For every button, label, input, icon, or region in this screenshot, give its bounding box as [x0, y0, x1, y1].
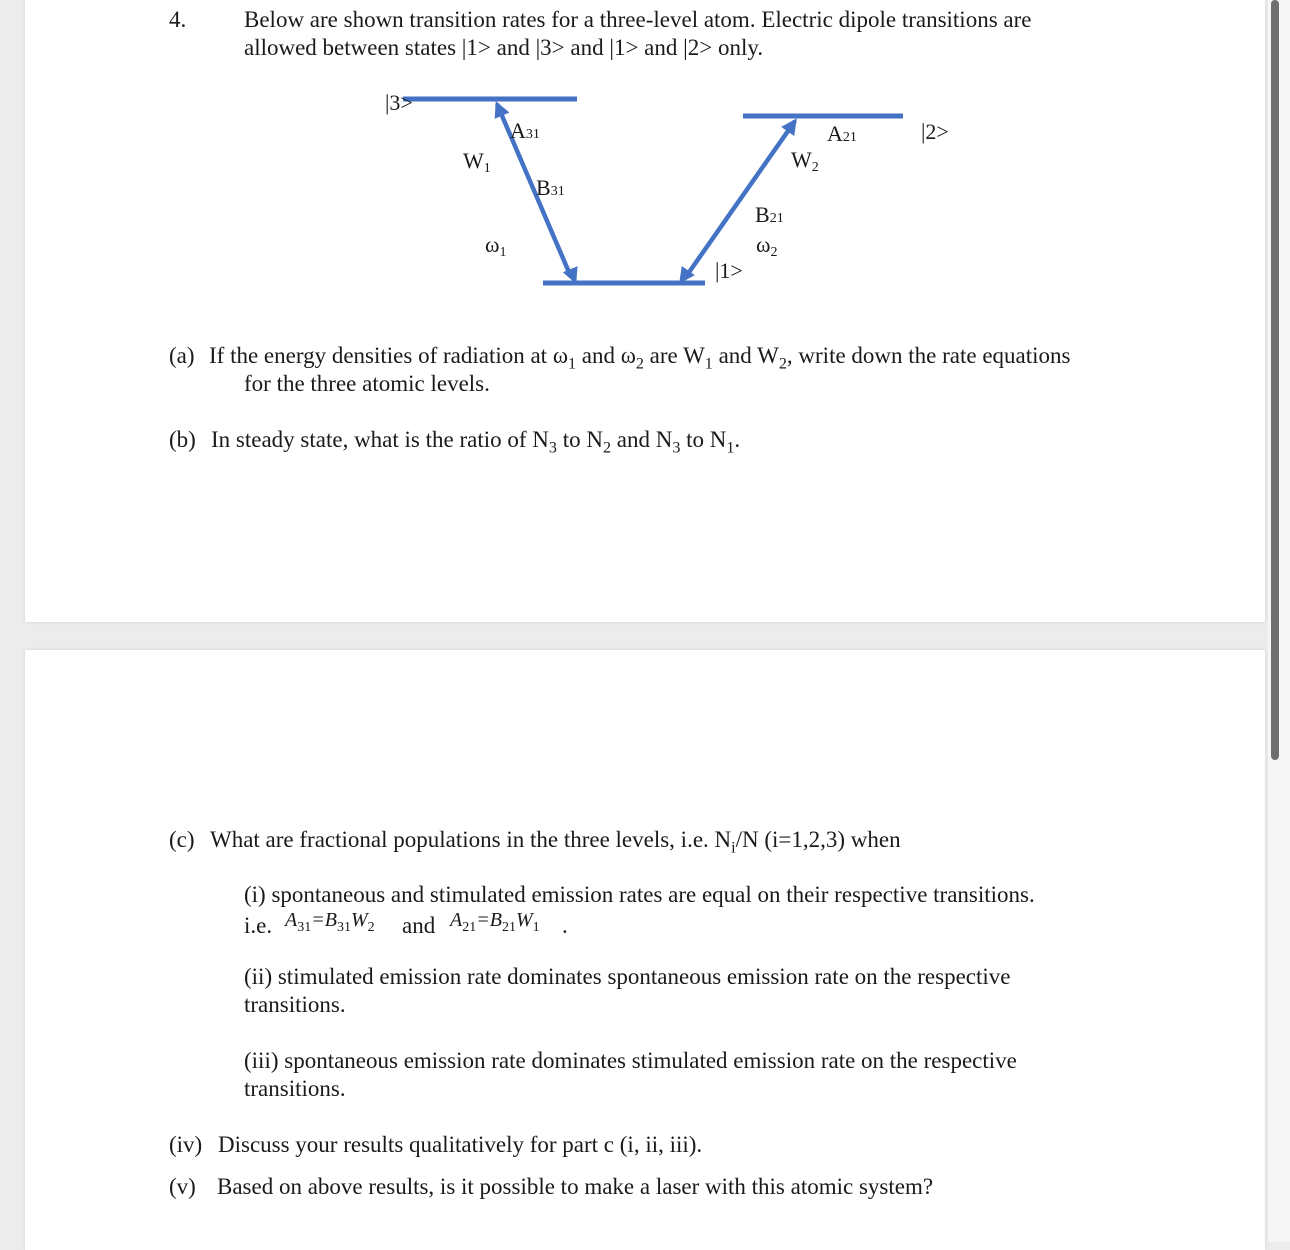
B31-label: B31 — [536, 175, 565, 200]
part-v-label: (v) — [169, 1174, 196, 1199]
part-iv-label: (iv) — [169, 1132, 203, 1157]
document-page-2 — [25, 650, 1265, 1250]
part-v-text: Based on above results, is it possible to make a laser with this atomic system? — [217, 1174, 934, 1199]
document-page-1 — [25, 0, 1265, 622]
level-2-label: |2> — [921, 119, 949, 144]
part-c-i-line1: (i) spontaneous and stimulated emission rates are equal on their respective transitions. — [244, 882, 1035, 907]
omega2-label: ω2 — [756, 232, 778, 260]
part-c-ii-line2: transitions. — [244, 992, 346, 1017]
part-c-i-equation-1: $A_{31}=B_{31}W_2$ — [285, 909, 375, 935]
question-number: 4. — [169, 7, 187, 32]
A21-label: A21 — [827, 121, 857, 146]
part-iv-text: Discuss your results qualitatively for part c (i, ii, iii). — [218, 1132, 703, 1157]
question-intro-line2: allowed between states |1> and |3> and |1> and |2> only. — [244, 35, 764, 60]
omega1-label: ω1 — [485, 232, 507, 260]
part-c-ii-line1: (ii) stimulated emission rate dominates spontaneous emission rate on the respective — [244, 964, 1011, 989]
part-b-label: (b) — [169, 427, 196, 452]
B21-label: B21 — [755, 202, 784, 227]
level-1-label: |1> — [715, 258, 743, 283]
part-c-i-ie: i.e. — [244, 913, 273, 938]
energy-level-diagram — [25, 0, 1265, 330]
part-c-iii-line2: transitions. — [244, 1076, 346, 1101]
part-c-i-equation-2: $A_{21}=B_{21}W_1$ — [450, 909, 540, 935]
A31-label: A31 — [510, 118, 540, 143]
part-c-label: (c) — [169, 827, 195, 852]
part-c-i-and: and — [402, 913, 436, 938]
transition-1-2-arrow — [685, 121, 795, 278]
part-a-line1: If the energy densities of radiation at $\omega_1$ and $\omega_2$ are $W_1$ and $W_2$, write down the rate equations — [209, 343, 1071, 373]
part-a-label: (a) — [169, 343, 195, 368]
part-c-i-period: . — [562, 913, 568, 938]
level-3-label: |3> — [385, 90, 413, 115]
part-b-text: In steady state, what is the ratio of $N_3$ to $N_2$ and $N_3$ to $N_1$. — [211, 427, 741, 457]
W1-label: W1 — [463, 148, 491, 176]
part-c-text: What are fractional populations in the three levels, i.e. $N_i/N$ (i=1,2,3) when — [210, 827, 901, 857]
W2-label: W2 — [791, 147, 819, 175]
question-intro-line1: Below are shown transition rates for a three-level atom. Electric dipole transitions are — [244, 7, 1032, 32]
part-a-line2: for the three atomic levels. — [244, 371, 490, 396]
scrollbar-thumb[interactable] — [1271, 0, 1279, 760]
part-c-iii-line1: (iii) spontaneous emission rate dominates stimulated emission rate on the respective — [244, 1048, 1017, 1073]
